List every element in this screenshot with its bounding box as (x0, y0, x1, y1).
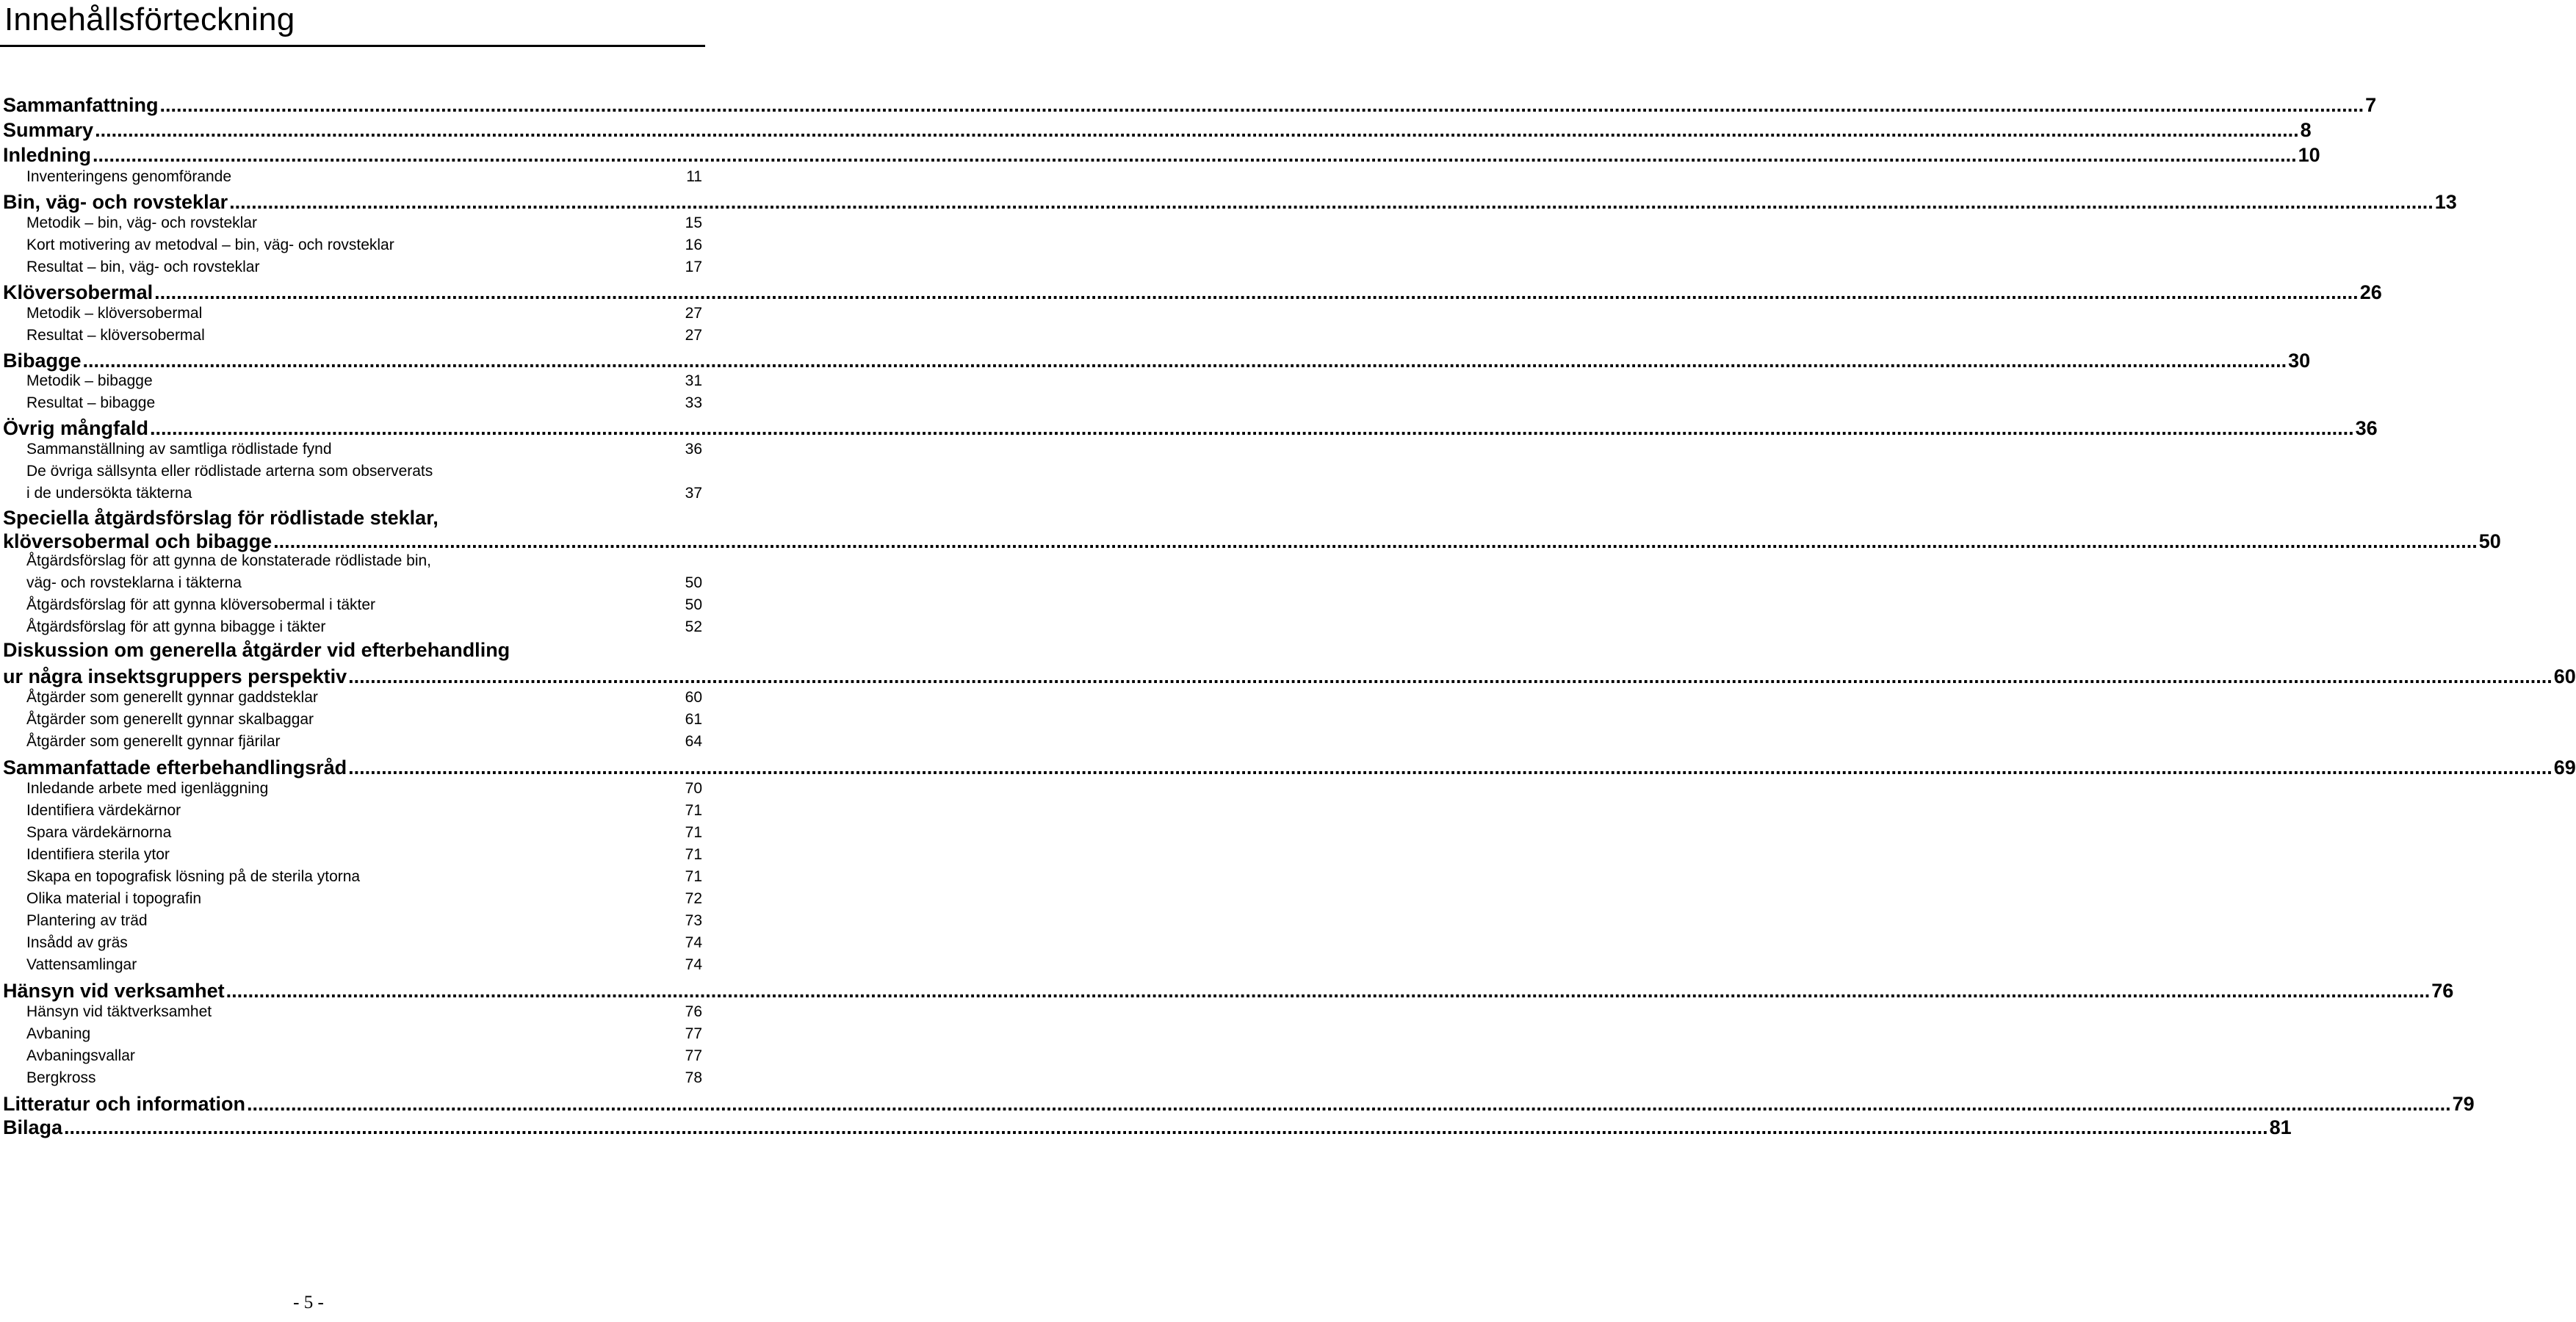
toc-subentry[interactable] (26, 956, 702, 974)
toc-entry-text: Klöversobermal (3, 281, 154, 303)
dot-leader: ................................................................................................................................................................................................................................................................................................................................................................................................................ (229, 191, 2434, 213)
toc-page-number: 7 (2365, 94, 2377, 116)
toc-subentry[interactable] (26, 327, 702, 344)
toc-page-number: 30 (2288, 350, 2311, 372)
dot-leader: ................................................................................................................................................................................................................................................................................................................................................................................................................ (82, 350, 2287, 372)
toc-entry-text: Resultat – klöversobermal (26, 327, 205, 344)
toc-page-number: 27 (685, 327, 702, 344)
toc-page-number: 77 (685, 1025, 702, 1042)
dot-leader: ................................................................................................................................................................................................................................................................................................................................................................................................................ (150, 417, 2354, 439)
toc-subentry[interactable] (26, 868, 702, 886)
toc-page-number: 33 (685, 394, 702, 411)
toc-page-number: 72 (685, 890, 702, 907)
toc-entry-text: Spara värdekärnorna (26, 824, 172, 841)
dot-leader: ................................................................................................................................................................................................................................................................................................................................................................................................................ (348, 756, 2552, 779)
toc-subentry[interactable] (26, 1047, 702, 1065)
toc-page-number: 37 (685, 485, 702, 502)
toc-entry-text: Bilaga (3, 1116, 63, 1138)
toc-heading-entry[interactable] (3, 281, 2382, 304)
toc-entry-text: Avbaning (26, 1025, 91, 1042)
toc-entry-text: Bergkross (26, 1069, 96, 1086)
toc-page-number: 27 (685, 305, 702, 322)
toc-entry-text: Sammanfattning (3, 94, 159, 116)
toc-subentry[interactable] (26, 802, 702, 820)
toc-subentry[interactable] (26, 934, 702, 952)
toc-entry-text: Inledande arbete med igenläggning (26, 780, 269, 797)
toc-page-number: 76 (2431, 980, 2454, 1002)
toc-page-number: 73 (685, 912, 702, 929)
toc-heading-entry[interactable] (3, 530, 2501, 553)
toc-page-number: 70 (685, 780, 702, 797)
dot-leader: ................................................................................................................................................................................................................................................................................................................................................................................................................ (95, 119, 2299, 141)
toc-subentry[interactable] (26, 441, 702, 458)
toc-subentry[interactable] (26, 824, 702, 842)
toc-subentry[interactable] (26, 912, 702, 930)
dot-leader: ................................................................................................................................................................................................................................................................................................................................................................................................................ (154, 281, 2359, 303)
dot-leader: ................................................................................................................................................................................................................................................................................................................................................................................................................ (64, 1116, 2268, 1138)
toc-page-number: 50 (2478, 530, 2501, 552)
toc-page-number: 61 (685, 711, 702, 728)
toc-entry-text: Resultat – bin, väg- och rovsteklar (26, 259, 260, 275)
toc-heading-entry[interactable] (3, 1116, 2292, 1139)
toc-page-number: 60 (2553, 665, 2576, 687)
toc-page-number: 74 (685, 956, 702, 973)
toc-heading-entry[interactable] (3, 665, 2576, 688)
toc-page-number: 78 (685, 1069, 702, 1086)
toc-page-number: 16 (685, 236, 702, 253)
toc-entry-text: ur några insektsgruppers perspektiv (3, 665, 347, 687)
toc-subentry[interactable] (26, 733, 702, 751)
toc-heading-entry[interactable] (3, 350, 2311, 372)
toc-heading-entry[interactable] (3, 119, 2312, 142)
toc-entry-text: Summary (3, 119, 94, 141)
toc-page-number: 15 (685, 214, 702, 231)
toc-page-number: 36 (2355, 417, 2378, 439)
toc-entry-text-line1: De övriga sällsynta eller rödlistade arterna som observerats (26, 463, 433, 480)
toc-subentry[interactable] (26, 711, 702, 729)
toc-subentry[interactable] (26, 1069, 702, 1087)
toc-subentry[interactable] (26, 1025, 702, 1043)
toc-entry-text: Identifiera sterila ytor (26, 846, 170, 863)
toc-page-number: 60 (685, 689, 702, 706)
toc-entry-text: Olika material i topografin (26, 890, 202, 907)
toc-page-number: 31 (685, 372, 702, 389)
toc-page-number: 71 (685, 802, 702, 819)
toc-page-number: 64 (685, 733, 702, 750)
toc-entry-text: Skapa en topografisk lösning på de sterila ytorna (26, 868, 361, 885)
toc-heading-entry[interactable] (3, 144, 2320, 167)
toc-heading-entry[interactable] (3, 94, 2377, 117)
toc-heading-entry[interactable] (3, 1093, 2475, 1116)
toc-subentry[interactable] (26, 305, 702, 322)
dot-leader: ................................................................................................................................................................................................................................................................................................................................................................................................................ (226, 980, 2431, 1002)
page-title: Innehållsförteckning (4, 1, 295, 37)
toc-entry-text: Sammanfattade efterbehandlingsråd (3, 756, 347, 779)
toc-subentry[interactable] (26, 596, 702, 614)
toc-page-number: 79 (2452, 1093, 2475, 1115)
dot-leader: ................................................................................................................................................................................................................................................................................................................................................................................................................ (273, 530, 2478, 552)
toc-page-number: 81 (2269, 1116, 2292, 1138)
toc-page-number: 71 (685, 846, 702, 863)
toc-entry-text: Åtgärder som generellt gynnar skalbaggar (26, 711, 314, 728)
toc-page-number: 76 (685, 1003, 702, 1020)
toc-entry-text-line1: Diskussion om generella åtgärder vid efterbehandling (3, 639, 510, 661)
toc-subentry[interactable] (26, 259, 702, 276)
toc-heading-entry[interactable] (3, 191, 2457, 214)
toc-entry-text: Bin, väg- och rovsteklar (3, 191, 228, 213)
toc-subentry[interactable] (26, 890, 702, 908)
toc-entry-text: Kort motivering av metodval – bin, väg- och rovsteklar (26, 236, 394, 253)
toc-entry-text: Övrig mångfald (3, 417, 149, 439)
toc-subentry[interactable] (26, 214, 702, 232)
toc-subentry[interactable] (26, 618, 702, 636)
toc-page-number: 50 (685, 596, 702, 613)
toc-entry-text: Åtgärdsförslag för att gynna bibagge i täkter (26, 618, 326, 635)
toc-subentry[interactable] (26, 689, 702, 707)
toc-entry-text: Hänsyn vid täktverksamhet (26, 1003, 212, 1020)
toc-entry-text: Åtgärdsförslag för att gynna klöversobermal i täkter (26, 596, 376, 613)
toc-subentry[interactable] (26, 394, 702, 412)
toc-entry-text: Avbaningsvallar (26, 1047, 135, 1064)
toc-subentry[interactable] (26, 372, 702, 390)
toc-entry-text: Metodik – bin, väg- och rovsteklar (26, 214, 257, 231)
toc-entry-text: Metodik – klöversobermal (26, 305, 203, 322)
toc-entry-text: Inledning (3, 144, 91, 166)
toc-entry-text: Vattensamlingar (26, 956, 137, 973)
toc-page-number: 8 (2300, 119, 2312, 141)
toc-entry-text: Metodik – bibagge (26, 372, 153, 389)
toc-page-number: 52 (685, 618, 702, 635)
toc-page-number: 13 (2434, 191, 2457, 213)
toc-subentry[interactable] (26, 846, 702, 864)
toc-subentry[interactable] (26, 1003, 702, 1021)
toc-entry-text-line1: Speciella åtgärdsförslag för rödlistade steklar, (3, 507, 439, 529)
toc-page-number: 77 (685, 1047, 702, 1064)
toc-heading-entry[interactable] (3, 756, 2576, 779)
toc-subentry[interactable] (26, 485, 702, 502)
toc-page-number: 69 (2553, 756, 2576, 779)
toc-entry-text: Åtgärder som generellt gynnar fjärilar (26, 733, 281, 750)
toc-entry-text: Inventeringens genomförande (26, 168, 232, 185)
toc-entry-text: Resultat – bibagge (26, 394, 156, 411)
toc-heading-entry[interactable] (3, 980, 2454, 1003)
toc-page-number: 17 (685, 259, 702, 275)
toc-entry-text: Sammanställning av samtliga rödlistade fynd (26, 441, 332, 458)
toc-page-number: 74 (685, 934, 702, 951)
toc-entry-text: klöversobermal och bibagge (3, 530, 273, 552)
toc-page-number: 36 (685, 441, 702, 458)
toc-subentry[interactable] (26, 236, 702, 254)
dot-leader: ................................................................................................................................................................................................................................................................................................................................................................................................................ (92, 144, 2297, 166)
toc-entry-text: Åtgärder som generellt gynnar gaddsteklar (26, 689, 318, 706)
toc-entry-text: väg- och rovsteklarna i täkterna (26, 574, 242, 591)
toc-page-number: 10 (2298, 144, 2320, 166)
toc-page-number: 26 (2359, 281, 2382, 303)
toc-entry-text: Litteratur och information (3, 1093, 245, 1115)
dot-leader: ................................................................................................................................................................................................................................................................................................................................................................................................................ (159, 94, 2364, 116)
toc-entry-text: Identifiera värdekärnor (26, 802, 181, 819)
toc-entry-text: i de undersökta täkterna (26, 485, 192, 502)
toc-subentry[interactable] (26, 780, 702, 798)
dot-leader: ................................................................................................................................................................................................................................................................................................................................................................................................................ (247, 1093, 2451, 1115)
toc-page-number: 50 (685, 574, 702, 591)
dot-leader: ................................................................................................................................................................................................................................................................................................................................................................................................................ (348, 665, 2552, 687)
toc-entry-text: Hänsyn vid verksamhet (3, 980, 225, 1002)
toc-page-number: 11 (686, 168, 702, 185)
toc-entry-text: Plantering av träd (26, 912, 148, 929)
toc-subentry[interactable] (26, 168, 702, 186)
page-number: - 5 - (293, 1293, 324, 1312)
toc-subentry[interactable] (26, 574, 702, 592)
toc-entry-text: Bibagge (3, 350, 82, 372)
toc-entry-text: Insådd av gräs (26, 934, 128, 951)
toc-page-number: 71 (685, 868, 702, 885)
toc-entry-text-line1: Åtgärdsförslag för att gynna de konstaterade rödlistade bin, (26, 552, 432, 569)
toc-heading-entry[interactable] (3, 417, 2378, 440)
toc-page-number: 71 (685, 824, 702, 841)
